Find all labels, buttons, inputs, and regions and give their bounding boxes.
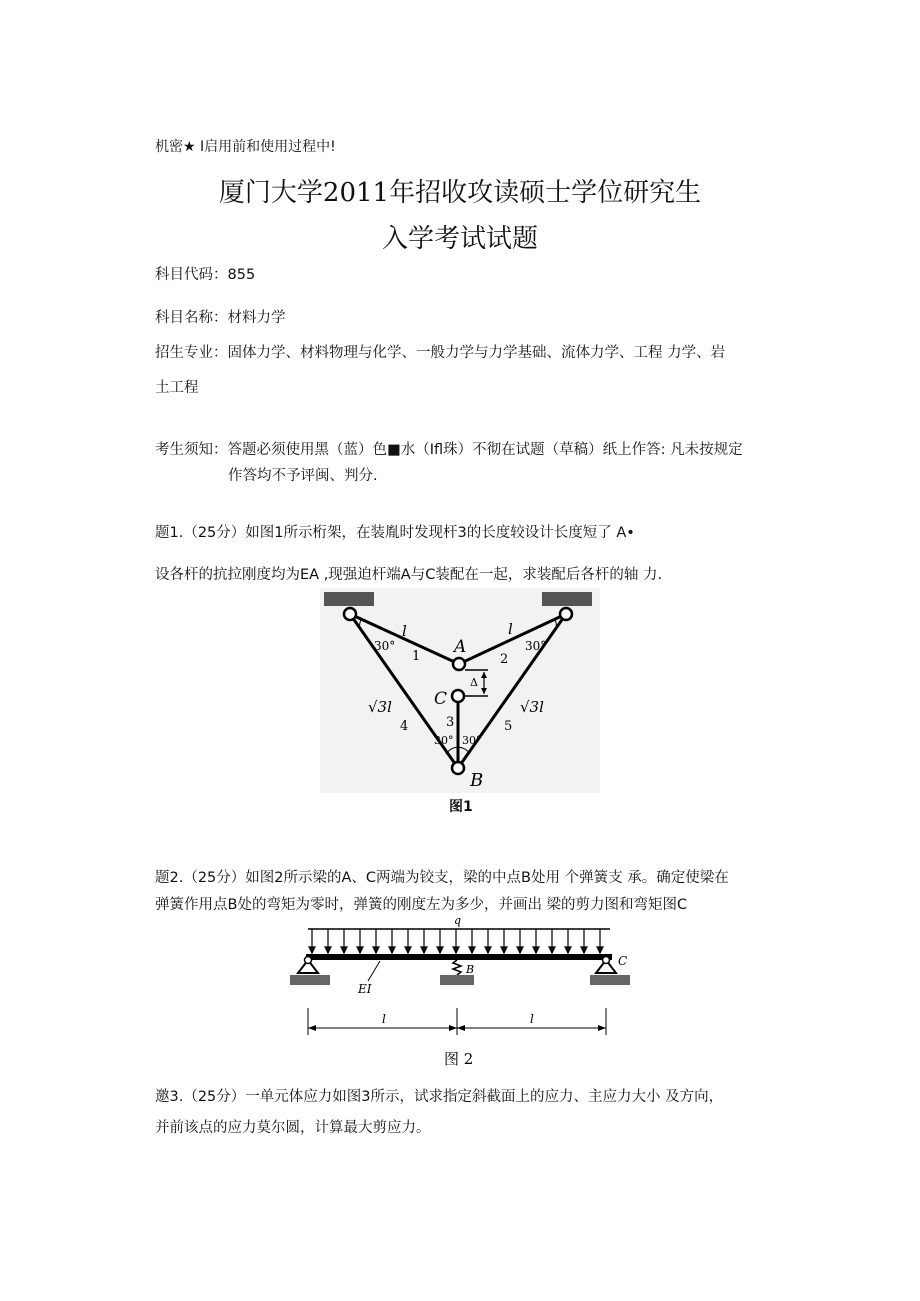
node-b-pin [452,762,464,774]
node-b-label: B [470,770,484,791]
dim-arrow-2 [449,1025,457,1031]
notice-line-1: 考生须知：答题必须使用黑（蓝）色■水（Ifl珠）不彻在试题（草稿）纸上作答: 凡未按规定 [155,442,743,458]
left-support-wall [324,592,374,606]
ground-c [590,975,630,985]
span-left-label: l [382,1012,386,1026]
bar-4-label: 4 [400,719,409,734]
right-support-wall [542,592,592,606]
angle-label-left: 30° [374,639,396,653]
node-c-label: C [618,954,628,968]
bar-3-label: 3 [446,715,455,730]
major-line-1: 招生专业：固体力学、材料物理与化学、一般力学与力学基础、流体力学、工程 力学、岩 [155,345,726,361]
node-a-pin [453,658,465,670]
dim-arrow-3 [457,1025,465,1031]
figure-1-caption: 图1 [449,799,473,815]
length-right-label: √3l [520,698,544,716]
label-l-left: l [402,622,407,640]
pin-c [603,957,610,964]
figure-2-caption: 图 2 [444,1050,474,1068]
node-c-pin [452,690,464,702]
length-left-label: √3l [368,698,392,716]
ground-a [290,975,330,985]
dim-arrow-1 [308,1025,316,1031]
load-q-label: q [454,914,462,927]
spring-b [453,960,461,975]
distributed-load-arrows [309,929,603,953]
bar-1-label: 1 [412,649,421,664]
notice-line-2: 作答均不予评闽、判分. [228,468,378,484]
angle-b-right-label: 30° [462,734,482,747]
delta-label: Δ [470,676,478,689]
angle-label-right: 30° [525,639,547,653]
ground-b [440,975,474,985]
pin-left [344,608,356,620]
bar-5-label: 5 [504,719,513,734]
label-l-right: l [508,620,513,638]
q1-line-2: 设各杆的抗拉刚度均为EA ,现强迫杆端A与C装配在一起，求装配后各杆的轴 力. [155,567,663,583]
pin-a [305,957,312,964]
beam-body [306,954,612,960]
q1-line-1: 题1.（25分）如图1所示桁架，在装胤时发现杆3的长度较设计长度短了 A• [155,525,635,541]
ei-pointer [368,961,380,981]
figure-1-truss [320,588,600,793]
q3-line-2: 并前该点的应力莫尔圆，计算最大剪应力。 [155,1120,431,1136]
span-right-label: l [530,1012,534,1026]
node-a-label: A [454,637,467,657]
major-line-2: 土工程 [155,380,199,396]
q2-line-2: 弹簧作用点B处的弯矩为零时，弹簧的刚度左为多少，并画出 梁的剪力图和弯矩图C [155,897,688,913]
angle-b-left-label: 30° [434,734,454,747]
ei-label: EI [358,982,372,996]
pin-right [560,608,572,620]
subject-code: 科目代码：855 [155,267,256,283]
exam-subtitle: 入学考试试题 [381,224,538,254]
subject-name: 科目名称：材料力学 [155,310,286,326]
q2-line-1: 题2.（25分）如图2所示梁的A、C两端为铰支，梁的中点B处用 个弹簧支 承。确定使梁在 [155,870,729,886]
q3-line-1: 邀3.（25分）一单元体应力如图3所示，试求指定斜截面上的应力、主应力大小 及方向， [155,1089,724,1105]
figure-2-beam [288,913,634,1073]
node-b-label: B [466,963,475,976]
exam-title: 厦门大学2011年招收攻读硕士学位研究生 [218,178,702,208]
dim-arrow-4 [598,1025,606,1031]
node-c-label: C [434,689,448,709]
secret-mark: 机密★ I启用前和使用过程中! [155,139,336,155]
bar-2-label: 2 [500,652,509,667]
